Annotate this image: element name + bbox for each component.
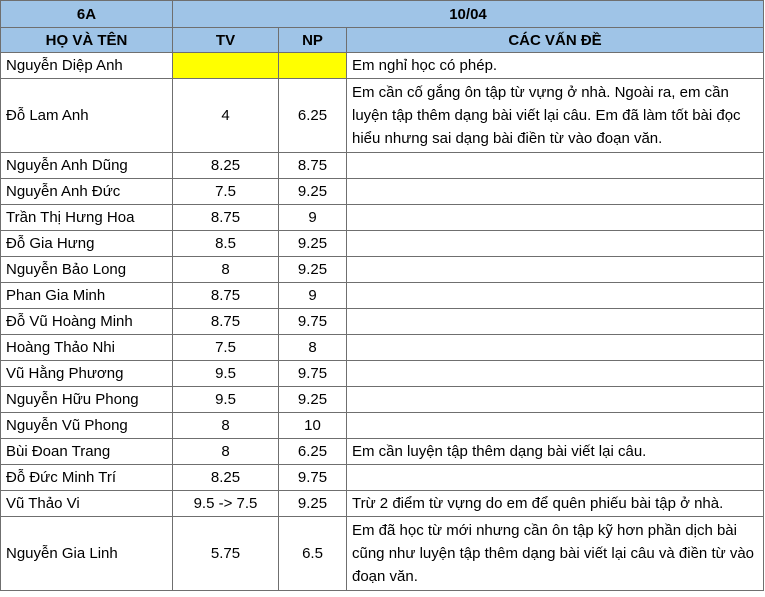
tv-score-cell[interactable]: 8.75: [173, 283, 279, 309]
np-score-cell[interactable]: 6.25: [279, 79, 347, 153]
issues-cell[interactable]: Em cần cố gắng ôn tập từ vựng ở nhà. Ngoài ra, em cần luyện tập thêm dạng bài viết lại câu. Em đã làm tốt bài đọc hiểu nhưng sai dạng bài điền từ vào đoạn văn.: [347, 79, 764, 153]
column-header-np[interactable]: NP: [279, 28, 347, 53]
tv-score-cell[interactable]: 7.5: [173, 335, 279, 361]
np-score-cell[interactable]: 6.5: [279, 517, 347, 591]
student-name-cell[interactable]: Nguyễn Gia Linh: [1, 517, 173, 591]
table-row: [1, 413, 764, 439]
tv-score-cell[interactable]: 8.25: [173, 153, 279, 179]
student-name-cell[interactable]: Đỗ Lam Anh: [1, 79, 173, 153]
table-row: [1, 79, 764, 153]
table-row: [1, 335, 764, 361]
tv-score-cell[interactable]: 8.75: [173, 205, 279, 231]
student-name-cell[interactable]: Nguyễn Hữu Phong: [1, 387, 173, 413]
tv-score-cell[interactable]: 5.75: [173, 517, 279, 591]
np-score-cell[interactable]: 8.75: [279, 153, 347, 179]
table-row: [1, 153, 764, 179]
issues-cell[interactable]: Em nghỉ học có phép.: [347, 53, 764, 79]
np-score-cell[interactable]: 9.75: [279, 309, 347, 335]
student-name-cell[interactable]: Vũ Thảo Vi: [1, 491, 173, 517]
table-row: [1, 361, 764, 387]
table-row: [1, 257, 764, 283]
date-label-cell[interactable]: 10/04: [173, 1, 764, 28]
np-score-cell[interactable]: 9.25: [279, 179, 347, 205]
tv-score-cell[interactable]: 8: [173, 257, 279, 283]
student-name-cell[interactable]: Nguyễn Bảo Long: [1, 257, 173, 283]
issues-cell[interactable]: [347, 335, 764, 361]
tv-score-cell[interactable]: 8.5: [173, 231, 279, 257]
table-row: [1, 491, 764, 517]
student-name-cell[interactable]: Nguyễn Vũ Phong: [1, 413, 173, 439]
table-row: [1, 517, 764, 591]
issues-cell[interactable]: [347, 309, 764, 335]
column-header-name[interactable]: HỌ VÀ TÊN: [1, 28, 173, 53]
student-name-cell[interactable]: Trần Thị Hưng Hoa: [1, 205, 173, 231]
np-score-cell[interactable]: [279, 53, 347, 79]
tv-score-cell[interactable]: 8.25: [173, 465, 279, 491]
tv-score-cell[interactable]: 4: [173, 79, 279, 153]
table-row: [1, 465, 764, 491]
student-name-cell[interactable]: Đỗ Gia Hưng: [1, 231, 173, 257]
table-row: [1, 179, 764, 205]
student-name-cell[interactable]: Phan Gia Minh: [1, 283, 173, 309]
tv-score-cell[interactable]: 7.5: [173, 179, 279, 205]
tv-score-cell[interactable]: 9.5 -> 7.5: [173, 491, 279, 517]
tv-score-cell[interactable]: 9.5: [173, 387, 279, 413]
student-name-cell[interactable]: Nguyễn Diệp Anh: [1, 53, 173, 79]
student-name-cell[interactable]: Nguyễn Anh Dũng: [1, 153, 173, 179]
np-score-cell[interactable]: 9.25: [279, 491, 347, 517]
issues-cell[interactable]: [347, 283, 764, 309]
issues-cell[interactable]: Trừ 2 điểm từ vựng do em để quên phiếu bài tập ở nhà.: [347, 491, 764, 517]
np-score-cell[interactable]: 9: [279, 283, 347, 309]
issues-cell[interactable]: [347, 231, 764, 257]
np-score-cell[interactable]: 6.25: [279, 439, 347, 465]
column-header-tv[interactable]: TV: [173, 28, 279, 53]
table-row: [1, 205, 764, 231]
np-score-cell[interactable]: 9.75: [279, 361, 347, 387]
table-row: [1, 387, 764, 413]
np-score-cell[interactable]: 9.25: [279, 387, 347, 413]
class-label-cell[interactable]: 6A: [1, 1, 173, 28]
tv-score-cell[interactable]: 8: [173, 413, 279, 439]
score-table-body: [1, 1, 764, 591]
np-score-cell[interactable]: 9: [279, 205, 347, 231]
np-score-cell[interactable]: 8: [279, 335, 347, 361]
issues-cell[interactable]: [347, 361, 764, 387]
table-row: [1, 309, 764, 335]
table-row: [1, 53, 764, 79]
tv-score-cell[interactable]: 8.75: [173, 309, 279, 335]
issues-cell[interactable]: [347, 179, 764, 205]
issues-cell[interactable]: Em đã học từ mới nhưng cần ôn tập kỹ hơn phần dịch bài cũng như luyện tập thêm dạng bài viết lại câu và điền từ vào đoạn văn.: [347, 517, 764, 591]
np-score-cell[interactable]: 9.25: [279, 257, 347, 283]
np-score-cell[interactable]: 9.75: [279, 465, 347, 491]
student-name-cell[interactable]: Hoàng Thảo Nhi: [1, 335, 173, 361]
issues-cell[interactable]: [347, 387, 764, 413]
issues-cell[interactable]: [347, 257, 764, 283]
np-score-cell[interactable]: 10: [279, 413, 347, 439]
header-row-top: [1, 1, 764, 28]
table-row: [1, 439, 764, 465]
table-row: [1, 231, 764, 257]
header-row-columns: [1, 28, 764, 53]
table-row: [1, 283, 764, 309]
np-score-cell[interactable]: 9.25: [279, 231, 347, 257]
student-name-cell[interactable]: Nguyễn Anh Đức: [1, 179, 173, 205]
issues-cell[interactable]: [347, 153, 764, 179]
issues-cell[interactable]: [347, 465, 764, 491]
column-header-issues[interactable]: CÁC VẤN ĐỀ: [347, 28, 764, 53]
student-name-cell[interactable]: Đỗ Đức Minh Trí: [1, 465, 173, 491]
student-name-cell[interactable]: Vũ Hằng Phương: [1, 361, 173, 387]
tv-score-cell[interactable]: 9.5: [173, 361, 279, 387]
issues-cell[interactable]: [347, 413, 764, 439]
issues-cell[interactable]: Em cần luyện tập thêm dạng bài viết lại câu.: [347, 439, 764, 465]
tv-score-cell[interactable]: 8: [173, 439, 279, 465]
issues-cell[interactable]: [347, 205, 764, 231]
student-name-cell[interactable]: Đỗ Vũ Hoàng Minh: [1, 309, 173, 335]
tv-score-cell[interactable]: [173, 53, 279, 79]
student-name-cell[interactable]: Bùi Đoan Trang: [1, 439, 173, 465]
